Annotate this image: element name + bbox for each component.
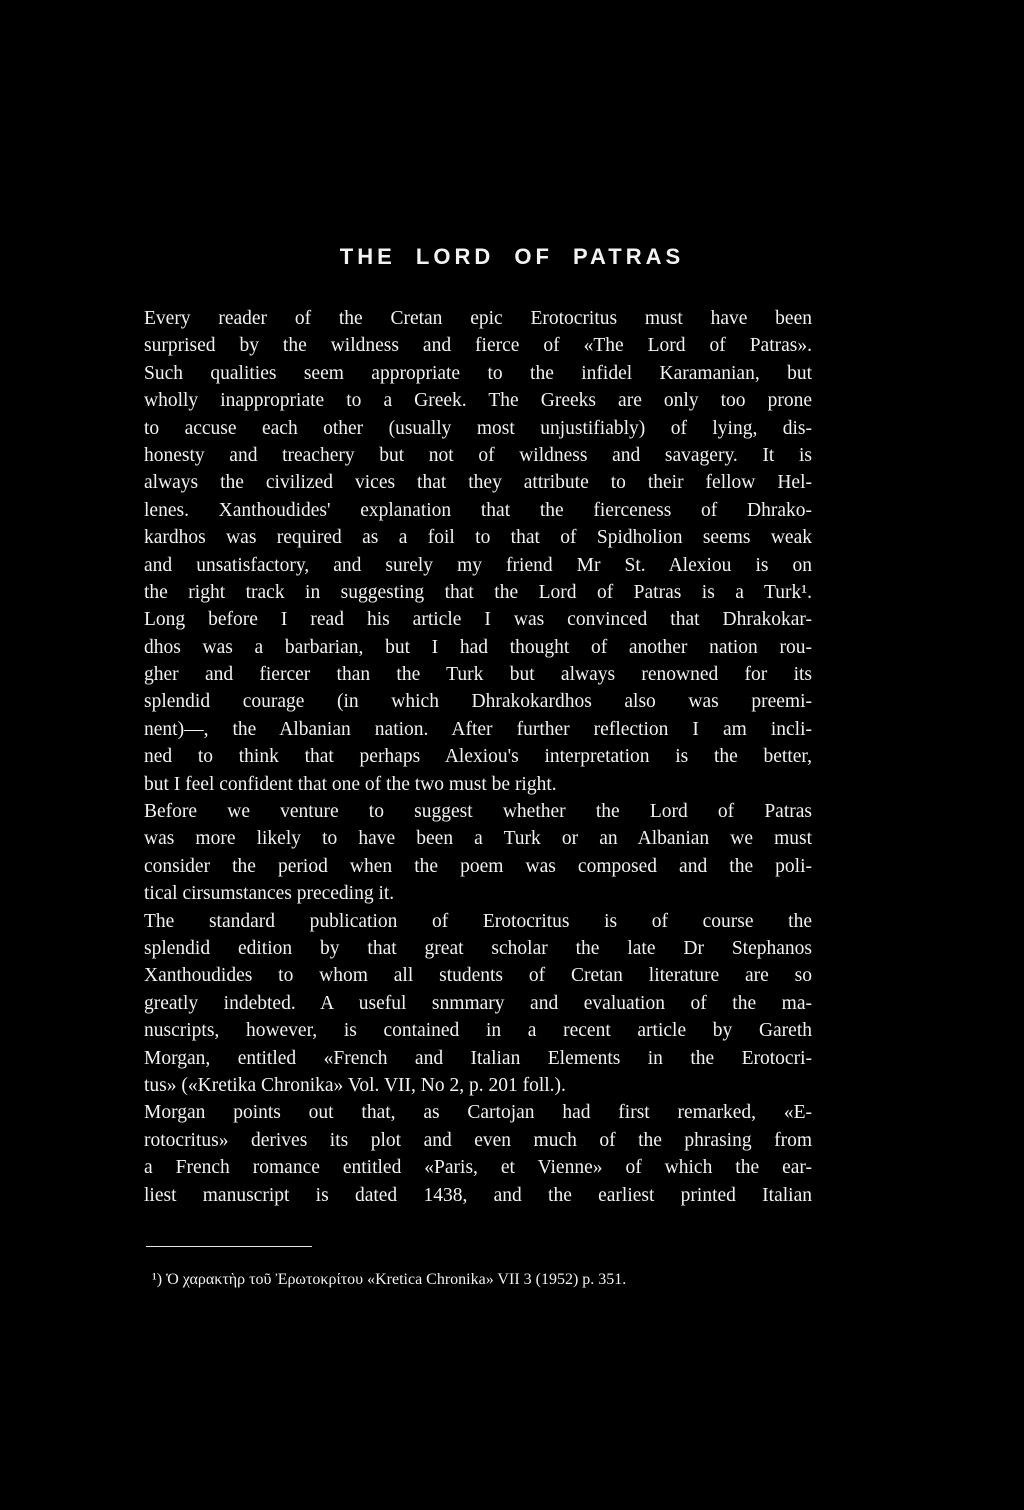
text-line: kardhos was required as a foil to that of Spidholion seems weak (144, 527, 812, 549)
text-line: tical cirsumstances preceding it. (144, 883, 395, 905)
text-line: tus» («Kretika Chronika» Vol. VII, No 2, p. 201 foll.). (144, 1074, 566, 1096)
text-line: honesty and treachery but not of wildness and savagery. It is (144, 444, 812, 466)
text-line: ned to think that perhaps Alexiou's interpretation is the better, (144, 746, 812, 768)
text-line: lenes. Xanthoudides' explanation that the fierceness of Dhrako- (144, 499, 812, 521)
text-line: nent)—, the Albanian nation. After further reflection I am incli- (144, 718, 812, 740)
text-line: Morgan points out that, as Cartojan had first remarked, «E- (144, 1102, 812, 1124)
text-line: dhos was a barbarian, but I had thought of another nation rou- (144, 636, 812, 658)
text-line: Xanthoudides to whom all students of Cretan literature are so (144, 965, 812, 987)
text-line: greatly indebted. A useful snmmary and evaluation of the ma- (144, 992, 812, 1014)
text-line: splendid courage (in which Dhrakokardhos also was preemi- (144, 691, 812, 713)
text-line: liest manuscript is dated 1438, and the earliest printed Italian (144, 1184, 812, 1206)
text-line: Such qualities seem appropriate to the infidel Karamanian, but (144, 362, 812, 384)
text-line: gher and fiercer than the Turk but always renowned for its (144, 664, 812, 686)
text-line: was more likely to have been a Turk or an Albanian we must (144, 828, 812, 850)
text-line: always the civilized vices that they attribute to their fellow Hel- (144, 472, 812, 494)
text-line: but I feel confident that one of the two must be right. (144, 773, 557, 795)
text-line: surprised by the wildness and fierce of «The Lord of Patras». (144, 335, 812, 357)
text-line: a French romance entitled «Paris, et Vienne» of which the ear- (144, 1157, 812, 1179)
text-line: the right track in suggesting that the Lord of Patras is a Turk¹. (144, 581, 812, 603)
text-line: and unsatisfactory, and surely my friend Mr St. Alexiou is on (144, 554, 812, 576)
text-line: splendid edition by that great scholar the late Dr Stephanos (144, 937, 812, 959)
text-line: Every reader of the Cretan epic Erotocritus must have been (144, 308, 812, 329)
page-title: THE LORD OF PATRAS (339, 244, 685, 269)
footnote: ¹) Ὁ χαρακτὴρ τοῦ Ἐρωτοκρίτου «Kretica Chronika» VII 3 (1952) p. 351. (152, 1271, 627, 1288)
text-line: to accuse each other (usually most unjustifiably) of lying, dis- (144, 417, 812, 439)
text-line: rotocritus» derives its plot and even much of the phrasing from (144, 1129, 812, 1151)
text-line: Long before I read his article I was convinced that Dhrakokar- (144, 609, 812, 631)
text-line: Before we venture to suggest whether the Lord of Patras (144, 801, 812, 823)
text-line: The standard publication of Erotocritus is of course the (144, 910, 812, 932)
text-line: consider the period when the poem was composed and the poli- (144, 855, 812, 877)
text-line: wholly inappropriate to a Greek. The Greeks are only too prone (144, 390, 812, 412)
text-line: Morgan, entitled «French and Italian Elements in the Erotocri- (144, 1047, 812, 1069)
text-line: nuscripts, however, is contained in a recent article by Gareth (144, 1020, 812, 1042)
footnote-divider (146, 1246, 312, 1247)
body-text (144, 305, 812, 1209)
